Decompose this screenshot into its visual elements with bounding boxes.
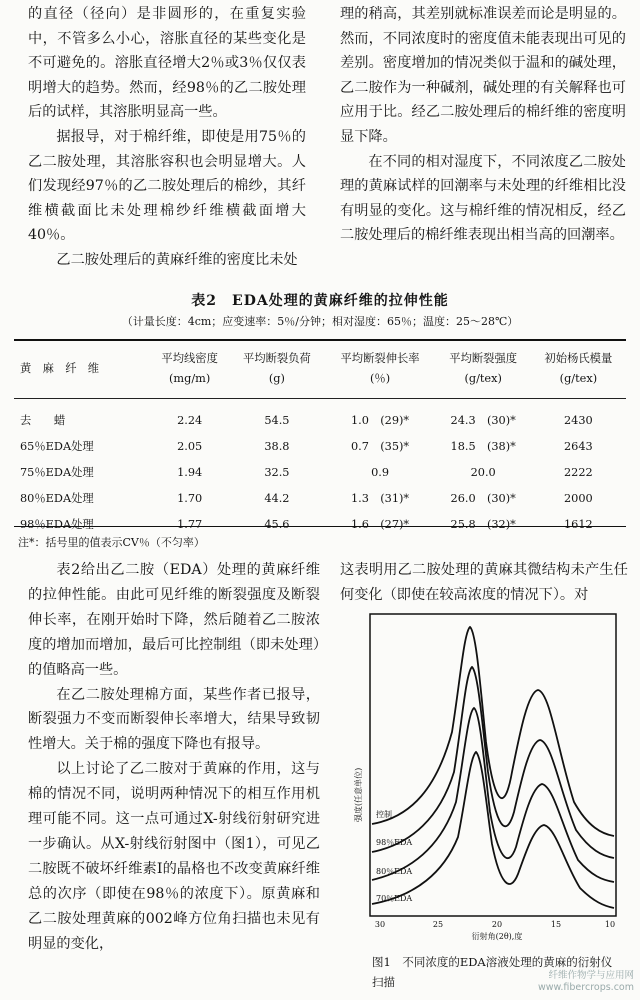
table-cell: 2.24 xyxy=(177,413,203,427)
table-bottom-rule xyxy=(14,526,626,527)
control-curve xyxy=(372,627,614,836)
table-cell: 75％EDA处理 xyxy=(20,466,94,479)
tensile-properties-table xyxy=(14,340,626,537)
x-tick-label: 30 xyxy=(374,920,386,929)
table-cell: 25.8 (32)* xyxy=(450,518,516,531)
paragraph: 据报导，对于棉纤维，即使是用75％的乙二胺处理，其溶胀容积也会明显增大。人们发现经97％的乙二胺处理后的棉纱，其纤维横截面比未处理棉纱纤维横截面增大40％。 xyxy=(28,128,306,244)
table-header-row xyxy=(14,340,626,399)
table-row xyxy=(14,399,626,434)
table-cell: 1.6 (27)* xyxy=(350,518,410,531)
table-cell: 1.0 (29)* xyxy=(350,414,410,427)
table-cell: 1.77 xyxy=(177,517,203,531)
paragraph: 以上讨论了乙二胺对于黄麻的作用，这与棉的情况不同，说明两种情况下的相互作用机理可能不同。这一点可通过X-射线衍射研究进一步确认。从X-射线衍射图中（图1），可见乙二胺既不破坏纤维素Ⅰ的晶格也不改变黄麻纤维总的次序（即使在98％的浓度下）。原黄麻和乙二胺处理黄麻的002峰方位角扫描也未见有明显的变化， xyxy=(28,761,320,952)
x-tick-label: 25 xyxy=(432,920,444,929)
table-cell: 2430 xyxy=(564,413,593,427)
paragraph: 的直径（径向）是非圆形的，在重复实验中，不管多么小心，溶胀直径的某些变化是不可避免的。溶胀直径增大2％或3％仅仅表明增大的趋势。然而，经98％的乙二胺处理后的试样，其溶胀明显高一些。 xyxy=(28,6,306,121)
table-cell: 18.5 (38)* xyxy=(450,440,516,453)
table-row xyxy=(14,459,626,485)
table-note: 注*：括号里的值表示CV％（不匀率） xyxy=(18,536,205,549)
x-tick-label: 15 xyxy=(550,920,562,929)
table-row xyxy=(14,433,626,459)
table-cell: 1.70 xyxy=(177,491,203,505)
xray-diffraction-figure xyxy=(352,612,624,942)
table-cell: 80％EDA处理 xyxy=(20,492,94,505)
table-cell: 38.8 xyxy=(264,439,290,453)
table-cell: 1.3 (31)* xyxy=(350,492,410,505)
paragraph: 表2给出乙二胺（EDA）处理的黄麻纤维的拉伸性能。由此可见纤维的断裂强度及断裂伸长率，在刚开始时下降，然后随着乙二胺浓度的增加而增加，最后可比控制组（即未处理）的值略高一些。 xyxy=(28,562,320,678)
table-cell: 45.6 xyxy=(264,517,290,531)
table-cell: 65％EDA处理 xyxy=(20,440,94,453)
table-cell: 2643 xyxy=(564,439,593,453)
table-cell: 去 蜡 xyxy=(20,414,66,427)
column-bottom-right xyxy=(340,558,628,607)
watermark-line: www.fibercrops.com xyxy=(537,982,634,993)
table-header-cell: 黄 麻 纤 维 xyxy=(14,340,150,399)
table-subtitle: （计量长度：4cm；应变速率：5％/分钟；相对湿度：65％；温度：25～28℃） xyxy=(121,315,519,328)
table-cell: 1612 xyxy=(564,517,593,531)
table-cell: 98％EDA处理 xyxy=(20,518,94,531)
figure-ylabel: 强度(任意单位) xyxy=(354,767,363,822)
table-cell: 24.3 (30)* xyxy=(450,414,516,427)
paragraph: 在乙二胺处理棉方面，某些作者已报导，断裂强力不变而断裂伸长率增大，结果导致韧性增大。关于棉的强度下降也有报导。 xyxy=(28,686,320,753)
table-header-cell: 初始杨氏模量 (g/tex) xyxy=(531,340,626,399)
table-header-cell: 平均断裂伸长率 (％) xyxy=(325,340,436,399)
table-cell: 2222 xyxy=(564,465,593,479)
curve-label-98-eda: 98％EDA xyxy=(376,838,413,847)
column-top-right xyxy=(340,2,626,248)
table-cell: 44.2 xyxy=(264,491,290,505)
curve-label-80-eda: 80％EDA xyxy=(376,867,413,876)
watermark xyxy=(538,970,634,994)
paragraph: 乙二胺处理后的黄麻纤维的密度比未处 xyxy=(56,251,298,268)
paragraph: 在不同的相对湿度下，不同浓度乙二胺处理的黄麻试样的回潮率与未处理的纤维相比没有明显的变化。这与棉纤维的情况相反，经乙二胺处理后的棉纤维表现出相当高的回潮率。 xyxy=(340,153,626,244)
watermark-line: 纤维作物学与应用网 xyxy=(548,970,634,981)
paragraph: 理的稍高，其差别就标准误差而论是明显的。然而，不同浓度时的密度值未能表现出可见的差别。密度增加的情况类似于温和的碱处理，乙二胺作为一种碱剂，碱处理的有关解释也可应用于比。经乙二胺处理后的棉纤维的密度明显下降。 xyxy=(340,6,626,145)
table-cell: 54.5 xyxy=(264,413,290,427)
table-header-cell: 平均断裂强度 (g/tex) xyxy=(436,340,531,399)
table-cell: 2.05 xyxy=(177,439,203,453)
figure-caption: 图1 不同浓度的EDA溶液处理的黄麻的衍射仪扫描 xyxy=(372,955,613,989)
table-row xyxy=(14,485,626,511)
table-cell: 32.5 xyxy=(264,465,290,479)
table-cell: 2000 xyxy=(564,491,593,505)
paragraph: 这表明用乙二胺处理的黄麻其微结构未产生任何变化（即使在较高浓度的情况下）。对 xyxy=(340,562,628,603)
figure-xlabel: 衍射角(2θ),度 xyxy=(471,932,523,941)
x-tick-label: 20 xyxy=(491,920,503,929)
curve-label-70-eda: 70％EDA xyxy=(376,894,413,903)
x-tick-label: 10 xyxy=(604,920,616,929)
x-axis-ticks xyxy=(375,920,615,929)
80-eda-curve xyxy=(372,708,614,882)
table-cell: 26.0 (30)* xyxy=(450,492,516,505)
table-cell: 0.7 (35)* xyxy=(350,440,410,453)
table-header-cell: 平均线密度 (mg/m) xyxy=(150,340,229,399)
column-top-left xyxy=(28,2,306,273)
table-cell: 20.0 xyxy=(470,465,496,479)
table-title: 表2 EDA处理的黄麻纤维的拉伸性能 xyxy=(191,293,449,309)
table-cell: 0.9 xyxy=(371,465,390,479)
column-bottom-left xyxy=(28,558,320,957)
table-cell: 1.94 xyxy=(177,465,203,479)
table-header-cell: 平均断裂负荷 (g) xyxy=(229,340,324,399)
curve-label-control: 控制 xyxy=(376,810,392,819)
